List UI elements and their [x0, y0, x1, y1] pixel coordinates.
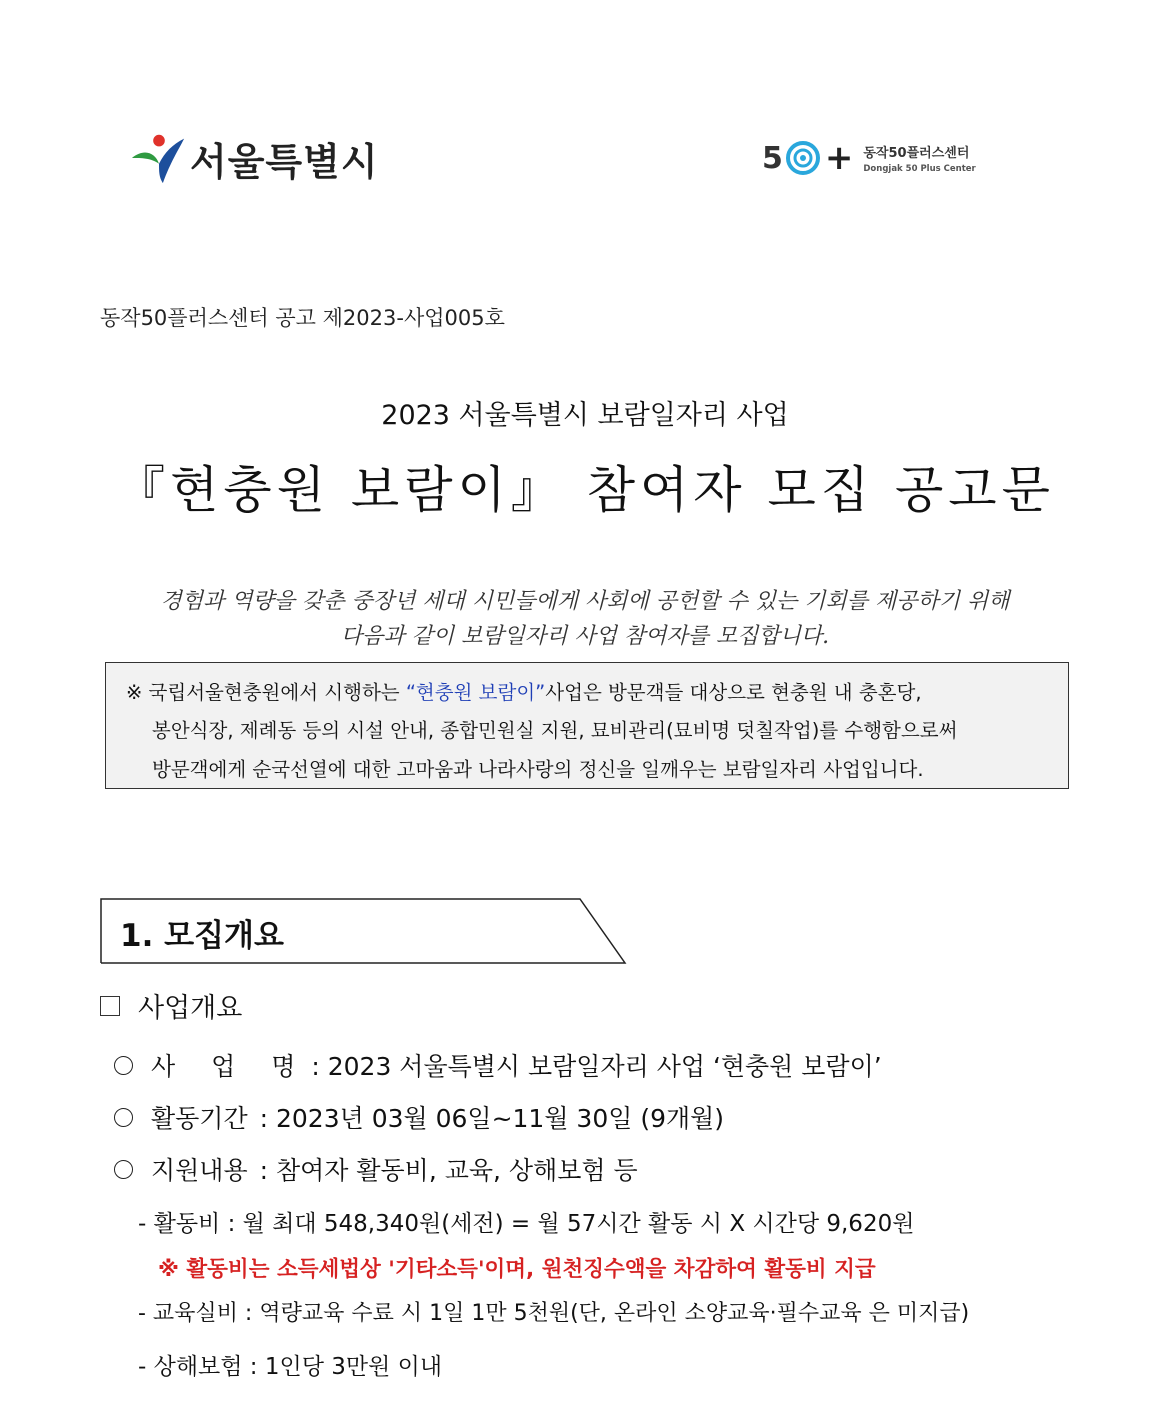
overview-item-project-name	[114, 1047, 882, 1083]
center-name-kor: 동작50플러스센터	[863, 146, 970, 161]
item-value: : 2023년 03월 06일~11월 30일 (9개월)	[259, 1104, 725, 1133]
detail-education-fee: - 교육실비 : 역량교육 수료 시 1일 1만 5천원(단, 온라인 소양교육·필수교육 은 미지급)	[138, 1301, 970, 1326]
info-line-1-prefix: ※ 국립서울현충원에서 시행하는	[126, 681, 406, 704]
info-line-1	[126, 677, 922, 705]
item-label: 사 업 명	[151, 1052, 310, 1081]
center-name-block	[863, 142, 975, 174]
overview-item-period	[114, 1099, 724, 1135]
section-title: 1. 모집개요	[120, 918, 284, 954]
document-title: 『현충원 보람이』 참여자 모집 공고문	[115, 461, 1055, 519]
tax-warning-note: ※ 활동비는 소득세법상 '기타소득'이며, 원천징수액을 차감하여 활동비 지급	[158, 1257, 876, 1282]
target-ring-icon	[785, 140, 821, 176]
document-subtitle: 2023 서울특별시 보람일자리 사업	[381, 400, 789, 431]
intro-line-2: 다음과 같이 보람일자리 사업 참여자를 모집합니다.	[340, 624, 830, 649]
subsection-heading	[100, 986, 242, 1025]
dongjak-50plus-logo	[762, 140, 976, 176]
intro-line-1: 경험과 역량을 갖춘 중장년 세대 시민들에게 사회에 공헌할 수 있는 기회를 제공하기 위해	[160, 589, 1010, 614]
overview-item-support	[114, 1151, 638, 1187]
program-name-highlight: “현충원 보람이”	[405, 681, 546, 704]
subsection-label: 사업개요	[138, 993, 243, 1024]
detail-insurance: - 상해보험 : 1인당 3만원 이내	[138, 1354, 443, 1380]
plus-icon: +	[824, 138, 854, 178]
circle-bullet-icon	[114, 1160, 133, 1179]
circle-bullet-icon	[114, 1108, 133, 1127]
notice-number: 동작50플러스센터 공고 제2023-사업005호	[100, 306, 505, 330]
center-logo-number: 5	[762, 140, 783, 176]
item-value: : 참여자 활동비, 교육, 상해보험 등	[259, 1156, 638, 1185]
item-label: 지원내용	[151, 1156, 248, 1185]
center-name-eng: Dongjak 50 Plus Center	[863, 164, 976, 174]
info-line-2: 봉안식장, 제례동 등의 시설 안내, 종합민원실 지원, 묘비관리(묘비명 덧칠작업)를 수행함으로써	[152, 719, 958, 742]
item-value: : 2023 서울특별시 보람일자리 사업 ‘현충원 보람이’	[311, 1052, 882, 1081]
info-line-1-suffix: 사업은 방문객들 대상으로 현충원 내 충혼당,	[545, 681, 922, 704]
item-label: 활동기간	[151, 1104, 248, 1133]
detail-activity-fee: - 활동비 : 월 최대 548,340원(세전) = 월 57시간 활동 시 X 시간당 9,620원	[138, 1211, 915, 1237]
seoul-symbol-icon	[130, 129, 188, 187]
info-line-3: 방문객에게 순국선열에 대한 고마움과 나라사랑의 정신을 일깨우는 보람일자리 사업입니다.	[152, 758, 924, 781]
seoul-logo-text: 서울특별시	[190, 139, 379, 184]
program-description-box	[105, 662, 1069, 789]
circle-bullet-icon	[114, 1056, 133, 1075]
checkbox-square-icon	[100, 996, 120, 1016]
seoul-city-logo	[130, 128, 379, 188]
